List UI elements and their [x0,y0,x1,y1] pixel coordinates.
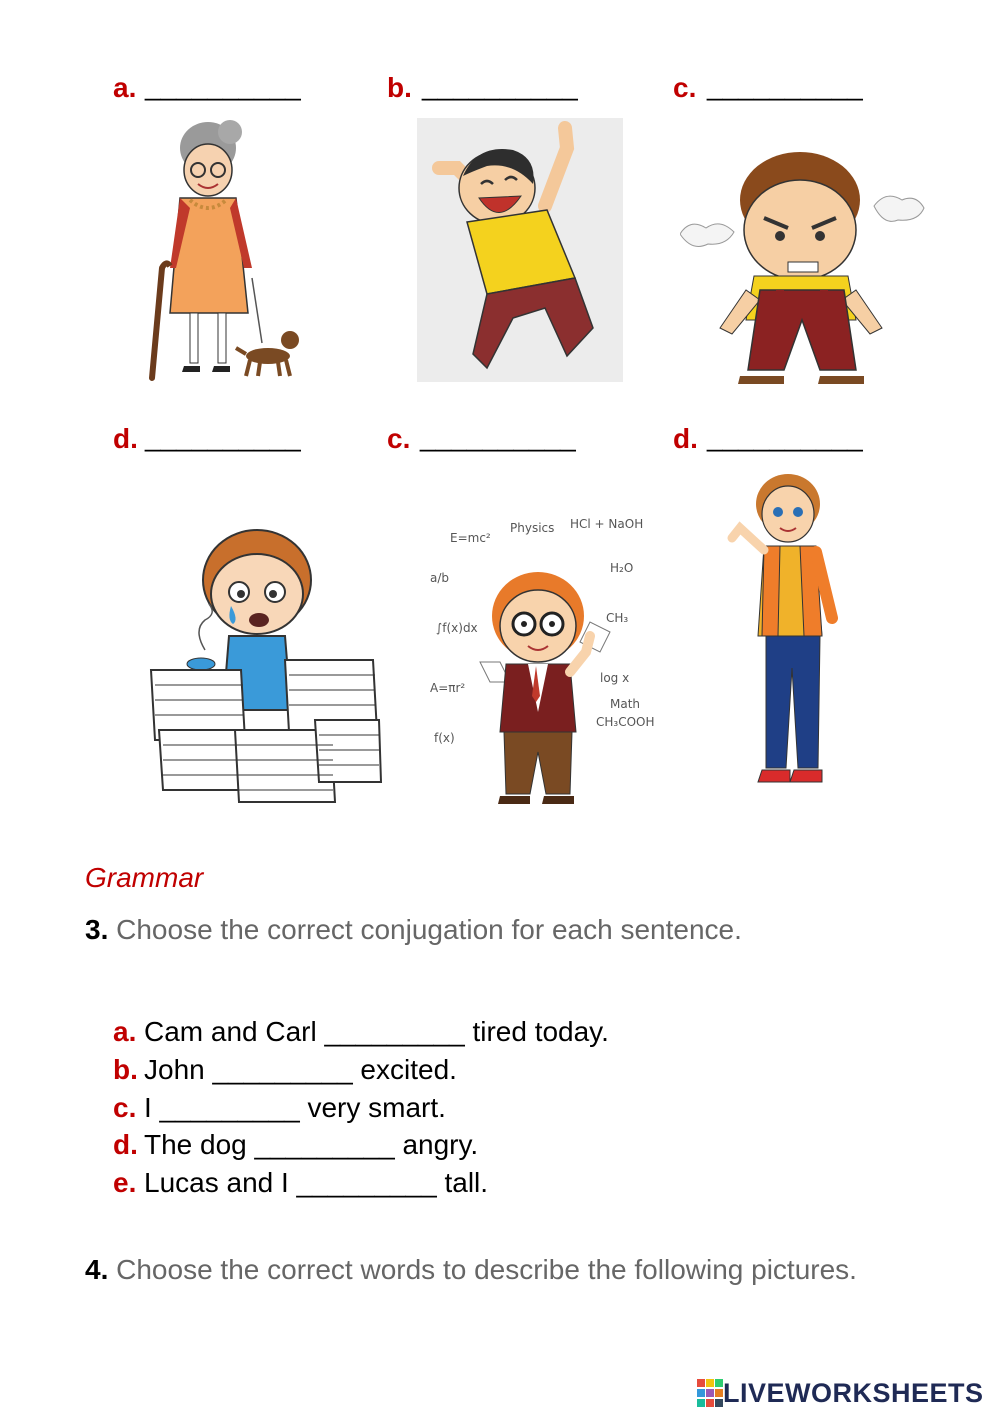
picture-b-letter: b. [387,72,412,103]
sentence-d[interactable] [113,1129,478,1161]
logo-text: LIVEWORKSHEETS [723,1377,984,1408]
question-3 [85,914,742,946]
excited-boy-icon [417,118,623,382]
sentence-letter: b. [113,1054,138,1085]
picture-d-letter: d. [113,423,138,454]
sentence-letter: a. [113,1016,137,1047]
question-4 [85,1254,857,1286]
liveworksheets-logo[interactable] [697,1376,997,1410]
sentence-a[interactable] [113,1016,609,1048]
svg-text:a/b: a/b [430,571,450,585]
sentence-text: Cam and Carl _________ tired today. [144,1016,609,1047]
picture-a-answer-blank[interactable]: __________ [145,70,301,101]
tall-boy-icon [722,468,862,798]
sentence-text: Lucas and I _________ tall. [144,1167,489,1198]
picture-f-answer-blank[interactable]: __________ [707,421,863,452]
sentence-b[interactable] [113,1054,457,1086]
svg-text:CH₃: CH₃ [606,611,629,625]
question-3-text: Choose the correct conjugation for each sentence. [116,914,742,945]
sentence-text: John _________ excited. [144,1054,457,1085]
sentence-letter: e. [113,1167,137,1198]
sentence-text: The dog _________ angry. [144,1129,479,1160]
smart-boy-with-formulas-icon [420,512,658,808]
svg-text:f(x): f(x) [434,731,455,745]
picture-c-letter: c. [673,72,697,103]
svg-text:log x: log x [600,671,630,685]
svg-text:CH₃COOH: CH₃COOH [596,715,655,729]
picture-b-answer-blank[interactable]: __________ [422,70,578,101]
question-4-number: 4. [85,1254,109,1285]
sentence-letter: d. [113,1129,138,1160]
sentence-c[interactable] [113,1092,446,1124]
svg-text:E=mc²: E=mc² [450,531,491,545]
grandmother-with-dog-icon [140,118,310,383]
tired-boy-with-papers-icon [145,520,385,810]
section-title-grammar: Grammar [85,862,204,893]
svg-text:H₂O: H₂O [610,561,634,575]
angry-boy-icon [680,140,926,385]
liveworksheets-logo-icon [697,1379,723,1407]
picture-f-letter: d. [673,423,698,454]
question-4-text: Choose the correct words to describe the following pictures. [116,1254,857,1285]
sentence-text: I _________ very smart. [144,1092,446,1123]
svg-text:HCl + NaOH: HCl + NaOH [570,517,644,531]
svg-text:Math: Math [610,697,641,711]
sentence-letter: c. [113,1092,137,1123]
picture-e-letter: c. [387,423,411,454]
picture-a-letter: a. [113,72,137,103]
svg-text:A=πr²: A=πr² [430,681,466,695]
picture-c-answer-blank[interactable]: __________ [707,70,863,101]
picture-d-answer-blank[interactable]: __________ [145,421,301,452]
svg-text:∫f(x)dx: ∫f(x)dx [436,621,478,635]
svg-text:Physics: Physics [510,521,555,535]
sentence-e[interactable] [113,1167,488,1199]
question-3-number: 3. [85,914,109,945]
picture-e-answer-blank[interactable]: __________ [420,421,576,452]
